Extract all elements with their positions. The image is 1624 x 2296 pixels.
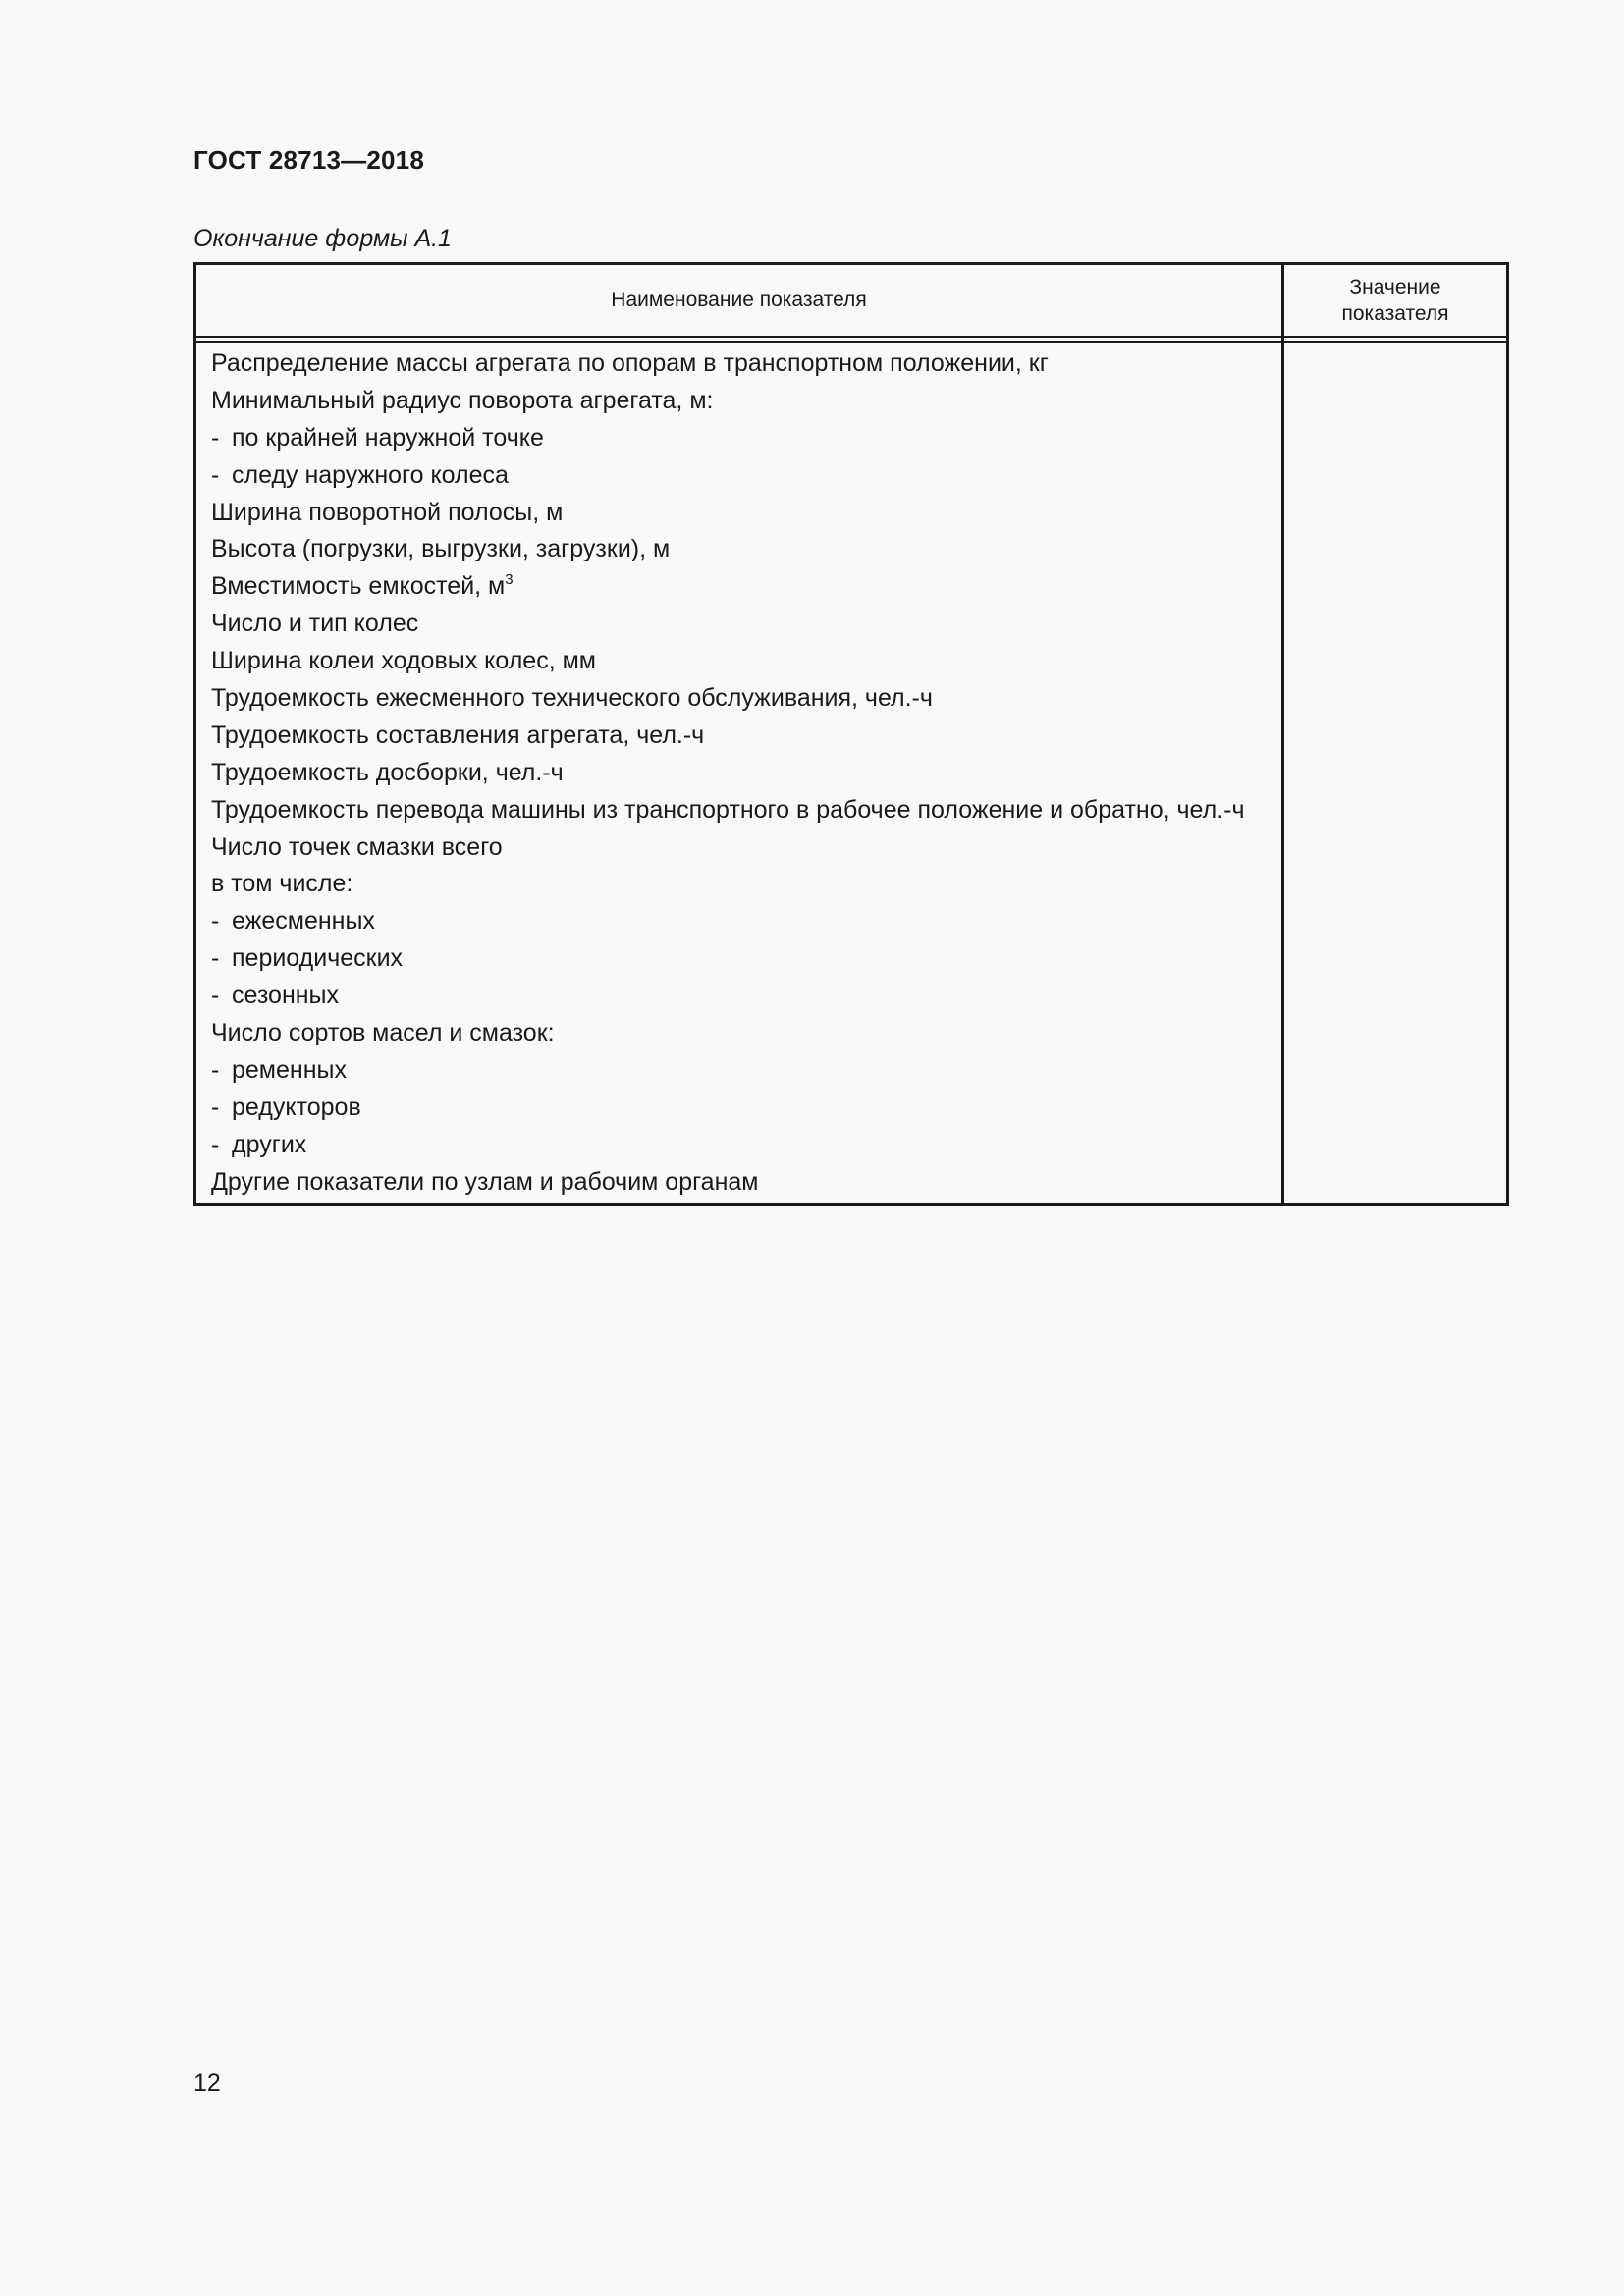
table-row xyxy=(211,866,1272,903)
row-text: Ширина колеи ходовых колес, мм xyxy=(211,647,596,675)
row-text: Число сортов масел и смазок: xyxy=(211,1019,555,1047)
table-row xyxy=(211,568,1272,606)
row-text: периодических xyxy=(232,944,404,973)
row-text: Трудоемкость перевода машины из транспортного в рабочее положение и обратно, чел.-ч xyxy=(211,795,1245,824)
row-text: Трудоемкость ежесменного технического обслуживания, чел.-ч xyxy=(211,684,933,713)
form-caption: Окончание формы А.1 xyxy=(193,225,452,252)
table-row xyxy=(211,383,1272,420)
table-row xyxy=(211,1052,1272,1090)
indicator-name-column xyxy=(211,346,1272,1201)
row-dash: - xyxy=(211,460,220,489)
row-text: Другие показатели по узлам и рабочим органам xyxy=(211,1167,759,1196)
column-header-indicator-value xyxy=(1284,265,1506,336)
row-text: сезонных xyxy=(232,982,340,1010)
row-text: Число и тип колес xyxy=(211,610,419,638)
value-cell[interactable] xyxy=(1284,829,1506,867)
header-divider-line xyxy=(196,336,1506,338)
value-cell[interactable] xyxy=(1284,866,1506,903)
value-cell[interactable] xyxy=(1284,1015,1506,1052)
table-row xyxy=(211,829,1272,867)
value-cell[interactable] xyxy=(1284,568,1506,606)
value-cell[interactable] xyxy=(1284,495,1506,532)
row-dash: - xyxy=(211,423,220,452)
row-text: следу наружного колеса xyxy=(232,460,509,489)
value-cell[interactable] xyxy=(1284,643,1506,680)
row-superscript: 3 xyxy=(505,571,514,589)
value-cell[interactable] xyxy=(1284,606,1506,643)
table-row xyxy=(211,903,1272,940)
row-text: Трудоемкость досборки, чел.-ч xyxy=(211,758,564,786)
row-text: по крайней наружной точке xyxy=(232,423,544,452)
column-header-value-line1: Значение xyxy=(1349,276,1441,298)
row-dash: - xyxy=(211,907,220,935)
table-row xyxy=(211,1127,1272,1164)
table-row xyxy=(211,495,1272,532)
document-header: ГОСТ 28713—2018 xyxy=(193,145,424,175)
value-cell[interactable] xyxy=(1284,903,1506,940)
row-text: Минимальный радиус поворота агрегата, м: xyxy=(211,386,714,414)
row-dash: - xyxy=(211,1055,220,1084)
value-cell[interactable] xyxy=(1284,940,1506,978)
table-row xyxy=(211,643,1272,680)
value-cell[interactable] xyxy=(1284,531,1506,568)
table-row xyxy=(211,531,1272,568)
table-row xyxy=(211,606,1272,643)
value-cell[interactable] xyxy=(1284,718,1506,755)
table-row xyxy=(211,1015,1272,1052)
value-cell[interactable] xyxy=(1284,792,1506,829)
page-number: 12 xyxy=(193,2069,221,2097)
row-text: Ширина поворотной полосы, м xyxy=(211,498,564,526)
row-text: ременных xyxy=(232,1055,347,1084)
value-cell[interactable] xyxy=(1284,978,1506,1015)
row-text: Число точек смазки всего xyxy=(211,832,503,861)
value-cell[interactable] xyxy=(1284,457,1506,495)
table-row xyxy=(211,457,1272,495)
indicator-value-column xyxy=(1284,346,1506,1201)
row-text: редукторов xyxy=(232,1093,361,1121)
table-row xyxy=(211,1164,1272,1201)
table-row xyxy=(211,680,1272,718)
value-cell[interactable] xyxy=(1284,755,1506,792)
indicators-table xyxy=(193,262,1509,1206)
table-row xyxy=(211,755,1272,792)
row-text: в том числе: xyxy=(211,870,353,898)
row-dash: - xyxy=(211,1130,220,1158)
header-divider-line-double xyxy=(196,341,1506,343)
value-cell[interactable] xyxy=(1284,383,1506,420)
value-cell[interactable] xyxy=(1284,1164,1506,1201)
value-cell[interactable] xyxy=(1284,1052,1506,1090)
table-row xyxy=(211,346,1272,383)
value-cell[interactable] xyxy=(1284,1090,1506,1127)
row-text: Вместимость емкостей, м xyxy=(211,572,506,601)
table-row xyxy=(211,718,1272,755)
column-header-value-line2: показателя xyxy=(1341,302,1449,325)
row-text: Высота (погрузки, выгрузки, загрузки), м xyxy=(211,535,671,563)
column-header-indicator-name: Наименование показателя xyxy=(611,289,867,311)
table-row xyxy=(211,420,1272,457)
row-text: других xyxy=(232,1130,307,1158)
row-text: Трудоемкость составления агрегата, чел.-ч xyxy=(211,721,705,749)
table-row xyxy=(211,978,1272,1015)
value-cell[interactable] xyxy=(1284,420,1506,457)
table-row xyxy=(211,1090,1272,1127)
row-text: Распределение массы агрегата по опорам в транспортном положении, кг xyxy=(211,349,1049,377)
value-cell[interactable] xyxy=(1284,1127,1506,1164)
value-cell[interactable] xyxy=(1284,680,1506,718)
table-header-row xyxy=(196,265,1506,337)
row-dash: - xyxy=(211,1093,220,1121)
table-row xyxy=(211,940,1272,978)
row-dash: - xyxy=(211,982,220,1010)
row-dash: - xyxy=(211,944,220,973)
row-text: ежесменных xyxy=(232,907,375,935)
table-row xyxy=(211,792,1272,829)
value-cell[interactable] xyxy=(1284,346,1506,383)
